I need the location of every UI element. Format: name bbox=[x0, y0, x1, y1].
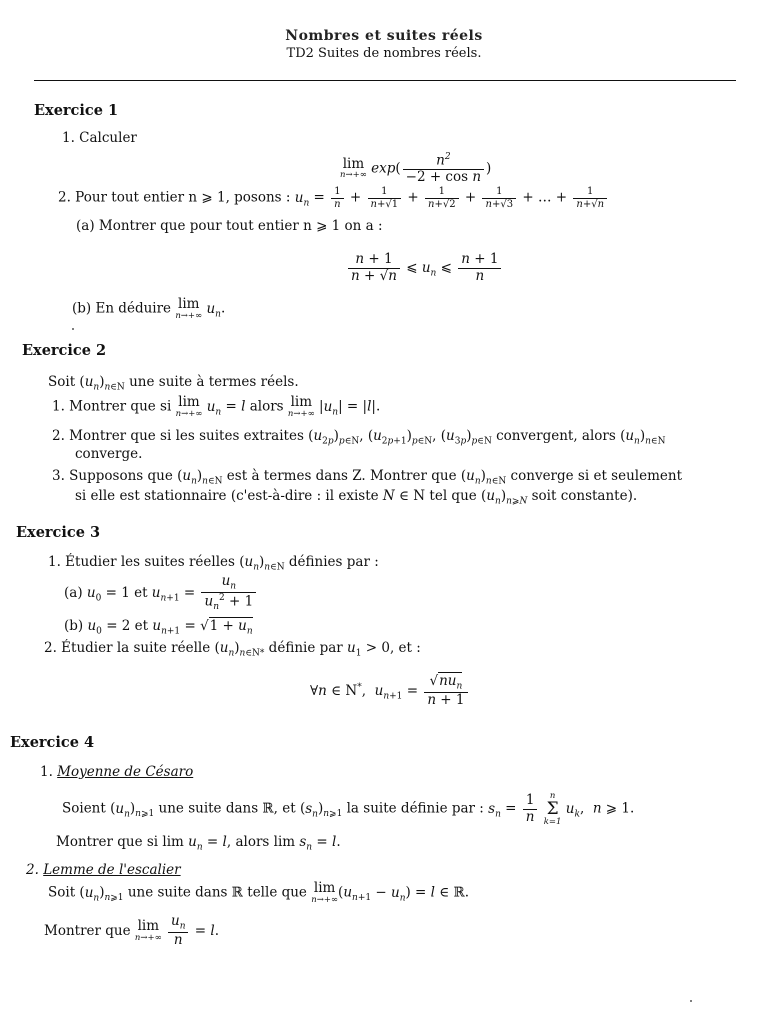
ex3-qb: (b) $u_0 = 2$ et $u_{n+1} = √1 + u_n$ bbox=[64, 618, 253, 637]
stray-dot bbox=[72, 328, 74, 330]
course-title: Nombres et suites réels bbox=[285, 28, 483, 44]
ex2-q2-line1: 2. Montrer que si les suites extraites $(u_{2p})_{p\in N}$, $(u_{2p+1})_{p\in N}$, $(u_{3p})_{p\in N}$ convergent, alors $(u_n)_{n\in N}$ bbox=[52, 428, 666, 447]
ex1-qa: (a) Montrer que pour tout entier n ⩾ 1 on a : bbox=[76, 218, 383, 234]
ex4-q2-title: 2. Lemme de l'escalier bbox=[26, 862, 181, 878]
ex2-q2-line2: converge. bbox=[75, 446, 143, 462]
ex1-q1-label: 1. Calculer bbox=[62, 130, 137, 146]
ex4-q1-text: Soient $(u_n)_{n⩾1}$ une suite dans ℝ, et $(s_n)_{n⩾1}$ la suite définie par : $s_n$ = $\frac{1}{n}$ n Σ k=1 $u_k$, n ⩾ 1. bbox=[62, 791, 635, 827]
stray-dot bbox=[690, 1000, 692, 1002]
ex3-qa: (a) $u_0 = 1$ et $u_{n+1}$ = $\frac{u_n}{u_n^2 + 1}$ bbox=[64, 574, 258, 613]
exercise-4-title: Exercice 4 bbox=[10, 734, 95, 751]
ex3-q1: 1. Étudier les suites réelles $(u_n)_{n\in N}$ définies par : bbox=[48, 554, 379, 573]
exercise-1-title: Exercice 1 bbox=[34, 102, 119, 119]
header-divider bbox=[34, 80, 736, 81]
exercise-3-title: Exercice 3 bbox=[16, 524, 101, 541]
ex1-q2-label: 2. Pour tout entier n ⩾ 1, posons : $u_n$ = $\frac{1}{n}$ + $\frac{1}{n+√1}$ + $\frac{1}{n+√2}$ + $\frac{1}{n+√3}$ + … + $\frac{1}{n+√n}$ bbox=[58, 186, 609, 210]
ex1-qa-formula: $\frac{n + 1}{n + √n}$ ⩽ $u_n$ ⩽ $\frac{n + 1}{n}$ bbox=[346, 252, 503, 284]
ex3-q2-formula: ∀n ∈ N*, $u_{n+1}$ = $\frac{√nu_n}{n + 1}$ bbox=[310, 674, 470, 709]
ex4-q1-title: 1. Moyenne de Césaro bbox=[40, 764, 194, 780]
ex2-q3-line2: si elle est stationnaire (c'est-à-dire : il existe N ∈ N tel que $(u_n)_{n⩾N}$ soit constante). bbox=[75, 488, 638, 507]
ex4-q2-show: Montrer que lim n→+∞ $\frac{u_n}{n}$ = l. bbox=[44, 913, 220, 949]
exercise-2-title: Exercice 2 bbox=[22, 342, 107, 359]
ex3-q2: 2. Étudier la suite réelle $(u_n)_{n\in N*}$ définie par $u_1 > 0$, et : bbox=[44, 640, 421, 659]
ex2-q3-line1: 3. Supposons que $(u_n)_{n\in N}$ est à termes dans Z. Montrer que $(u_n)_{n\in N}$ converge si et seulement bbox=[52, 468, 683, 487]
ex1-qb: (b) En déduire lim n→+∞ $u_n$. bbox=[72, 296, 226, 321]
ex2-intro: Soit $(u_n)_{n\in N}$ une suite à termes réels. bbox=[48, 374, 299, 393]
ex2-q1: 1. Montrer que si lim n→+∞ $u_n = l$ alors lim n→+∞ $|u_n| = |l|$. bbox=[52, 394, 381, 419]
sheet-title: TD2 Suites de nombres réels. bbox=[286, 46, 482, 61]
ex4-q2-text: Soit $(u_n)_{n⩾1}$ une suite dans ℝ telle que lim n→+∞ $(u_{n+1} - u_n) = l$ ∈ ℝ. bbox=[48, 880, 470, 905]
ex1-q1-formula: lim n→+∞ exp( $\frac{n^2}{\text{−2 + cos n}}$ ) bbox=[340, 152, 492, 186]
ex4-q1-show: Montrer que si $\lim u_n = l$, alors $\lim s_n = l$. bbox=[56, 834, 341, 853]
